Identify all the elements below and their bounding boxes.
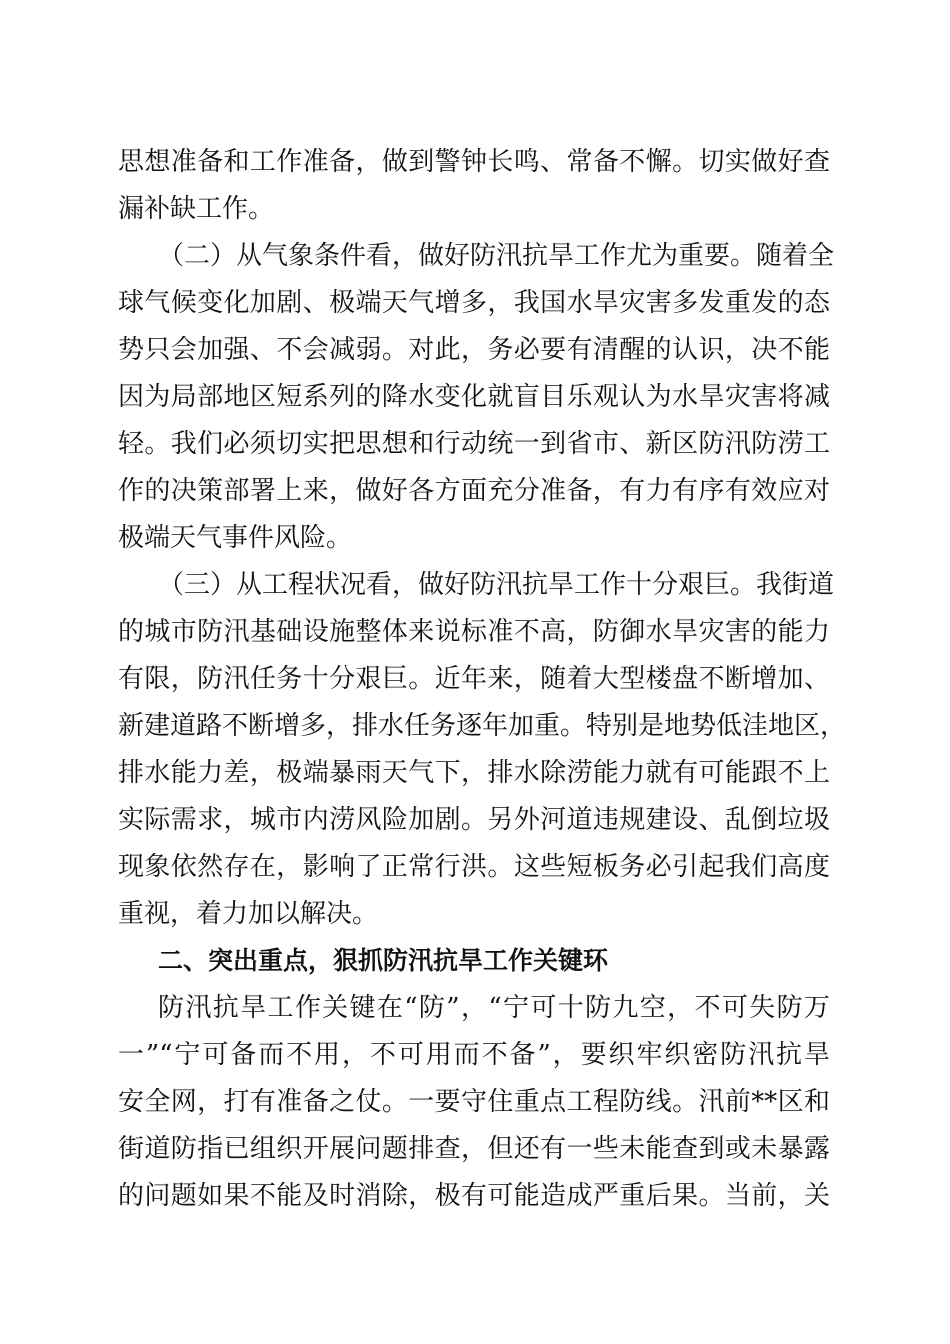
paragraph-4-line-3: 安全网，打有准备之仗。一要守住重点工程防线。汛前**区和 <box>118 1087 830 1117</box>
paragraph-3-line-1: （三）从工程状况看，做好防汛抗旱工作十分艰巨。我街道 <box>158 570 835 600</box>
paragraph-2-line-3: 势只会加强、不会减弱。对此，务必要有清醒的认识，决不能 <box>118 335 830 365</box>
paragraph-3-line-7: 现象依然存在，影响了正常行洪。这些短板务必引起我们高度 <box>118 852 830 882</box>
paragraph-3-line-5: 排水能力差，极端暴雨天气下，排水除涝能力就有可能跟不上 <box>118 758 830 788</box>
section-heading: 二、突出重点，狠抓防汛抗旱工作关键环 <box>158 946 609 975</box>
paragraph-2-line-2: 球气候变化加剧、极端天气增多，我国水旱灾害多发重发的态 <box>118 288 830 318</box>
paragraph-4-line-2: 一”“宁可备而不用，不可用而不备”，要织牢织密防汛抗旱 <box>118 1040 830 1070</box>
paragraph-1-line-1: 思想准备和工作准备，做到警钟长鸣、常备不懈。切实做好查 <box>118 147 830 177</box>
paragraph-3-line-4: 新建道路不断增多，排水任务逐年加重。特别是地势低洼地区， <box>118 711 847 741</box>
paragraph-2-line-1: （二）从气象条件看，做好防汛抗旱工作尤为重要。随着全 <box>158 241 835 271</box>
paragraph-1-line-2: 漏补缺工作。 <box>118 194 275 224</box>
paragraph-3-line-3: 有限，防汛任务十分艰巨。近年来，随着大型楼盘不断增加、 <box>118 664 830 694</box>
paragraph-2-line-7: 极端天气事件风险。 <box>118 523 353 553</box>
paragraph-4-line-1: 防汛抗旱工作关键在“防”，“宁可十防九空，不可失防万 <box>158 993 830 1023</box>
paragraph-2-line-5: 轻。我们必须切实把思想和行动统一到省市、新区防汛防涝工 <box>118 429 830 459</box>
paragraph-3-line-2: 的城市防汛基础设施整体来说标准不高，防御水旱灾害的能力 <box>118 617 830 647</box>
paragraph-3-line-6: 实际需求，城市内涝风险加剧。另外河道违规建设、乱倒垃圾 <box>118 805 830 835</box>
paragraph-2-line-4: 因为局部地区短系列的降水变化就盲目乐观认为水旱灾害将减 <box>118 382 830 412</box>
paragraph-2-line-6: 作的决策部署上来，做好各方面充分准备，有力有序有效应对 <box>118 476 830 506</box>
paragraph-4-line-5: 的问题如果不能及时消除，极有可能造成严重后果。当前，关 <box>118 1181 830 1211</box>
paragraph-3-line-8: 重视，着力加以解决。 <box>118 899 379 929</box>
paragraph-4-line-4: 街道防指已组织开展问题排查，但还有一些未能查到或未暴露 <box>118 1134 830 1164</box>
